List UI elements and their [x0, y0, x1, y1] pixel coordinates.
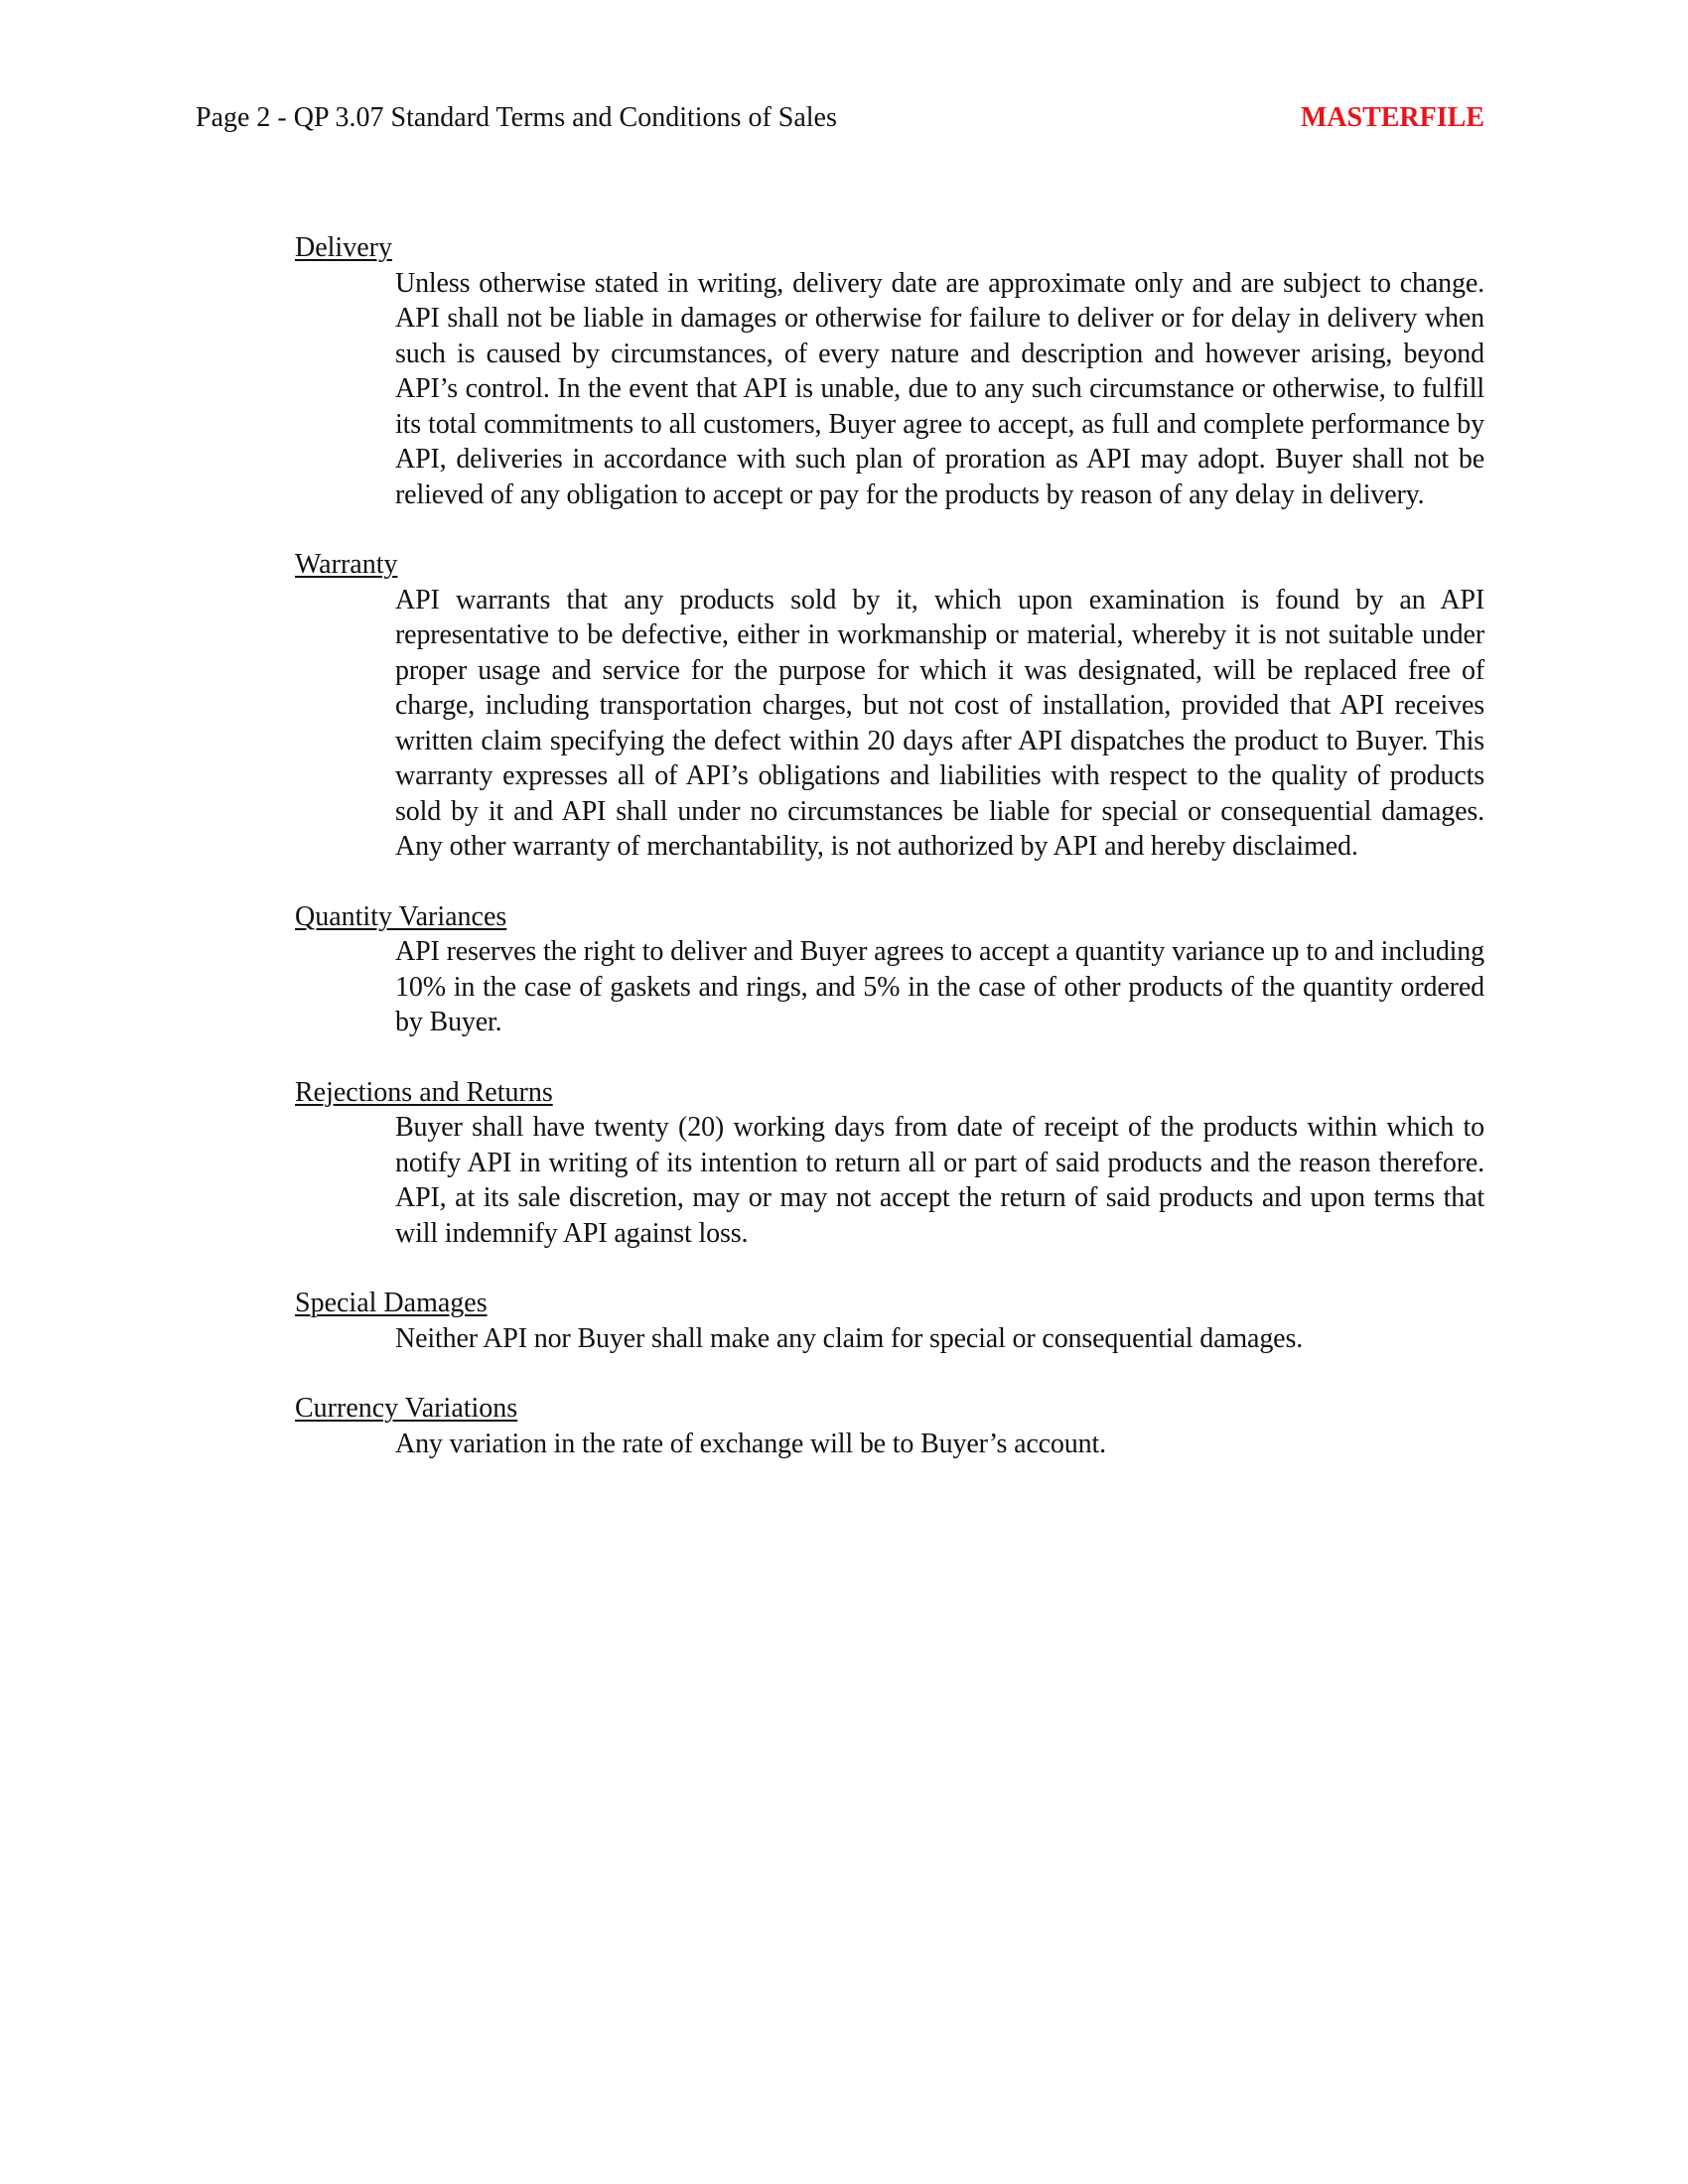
- page-header: [196, 98, 1484, 138]
- section-heading-delivery: Delivery: [295, 232, 392, 263]
- section-body-warranty: API warrants that any products sold by it, which upon examination is found by an API representative to be defective, either in workmanship or material, whereby it is not suitable under proper usage and service for the purpose for which it was designated, will be replaced free of charge, including transportation charges, but not cost of installation, provided that API receives written claim specifying the defect within 20 days after API dispatches the product to Buyer. This warranty expresses all of API’s obligations and liabilities with respect to the quality of products sold by it and API shall under no circumstances be liable for special or consequential damages. Any other warranty of merchantability, is not authorized by API and hereby disclaimed.: [395, 584, 1484, 862]
- section-special-damages: [295, 1286, 1484, 1356]
- page-label: Page 2 - QP 3.07 Standard Terms and Conditions of Sales: [196, 102, 837, 133]
- section-body-currency-variations: Any variation in the rate of exchange will be to Buyer’s account.: [395, 1428, 1106, 1459]
- section-body-rejections-and-returns: Buyer shall have twenty (20) working days from date of receipt of the products within which to notify API in writing of its intention to return all or part of said products and the reason therefore. API, at its sale discretion, may or may not accept the return of said products and upon terms that will indemnify API against loss.: [395, 1112, 1484, 1249]
- section-heading-quantity-variances: Quantity Variances: [295, 900, 507, 932]
- section-heading-currency-variations: Currency Variations: [295, 1393, 518, 1424]
- section-body-delivery: Unless otherwise stated in writing, delivery date are approximate only and are subject to change. API shall not be liable in damages or otherwise for failure to deliver or for delay in delivery when such is caused by circumstances, of every nature and description and however arising, beyond API’s control. In the event that API is unable, due to any such circumstance or otherwise, to fulfill its total commitments to all customers, Buyer agree to accept, as full and complete performance by API, deliveries in accordance with such plan of proration as API may adopt. Buyer shall not be relieved of any obligation to accept or pay for the products by reason of any delay in delivery.: [395, 267, 1484, 510]
- section-heading-special-damages: Special Damages: [295, 1288, 488, 1318]
- section-warranty: [295, 547, 1484, 865]
- section-rejections-and-returns: [295, 1075, 1484, 1252]
- section-body-special-damages: Neither API nor Buyer shall make any claim for special or consequential damages.: [395, 1322, 1304, 1354]
- terms-content: [295, 230, 1484, 1496]
- masterfile-label: MASTERFILE: [1300, 102, 1484, 133]
- section-quantity-variances: [295, 899, 1484, 1040]
- section-body-quantity-variances: API reserves the right to deliver and Buyer agrees to accept a quantity variance up to and including 10% in the case of gaskets and rings, and 5% in the case of other products of the quantity ordered by Buyer.: [395, 936, 1484, 1037]
- section-currency-variations: [295, 1391, 1484, 1461]
- section-heading-rejections-and-returns: Rejections and Returns: [295, 1076, 553, 1108]
- section-heading-warranty: Warranty: [295, 549, 398, 580]
- section-delivery: [295, 230, 1484, 512]
